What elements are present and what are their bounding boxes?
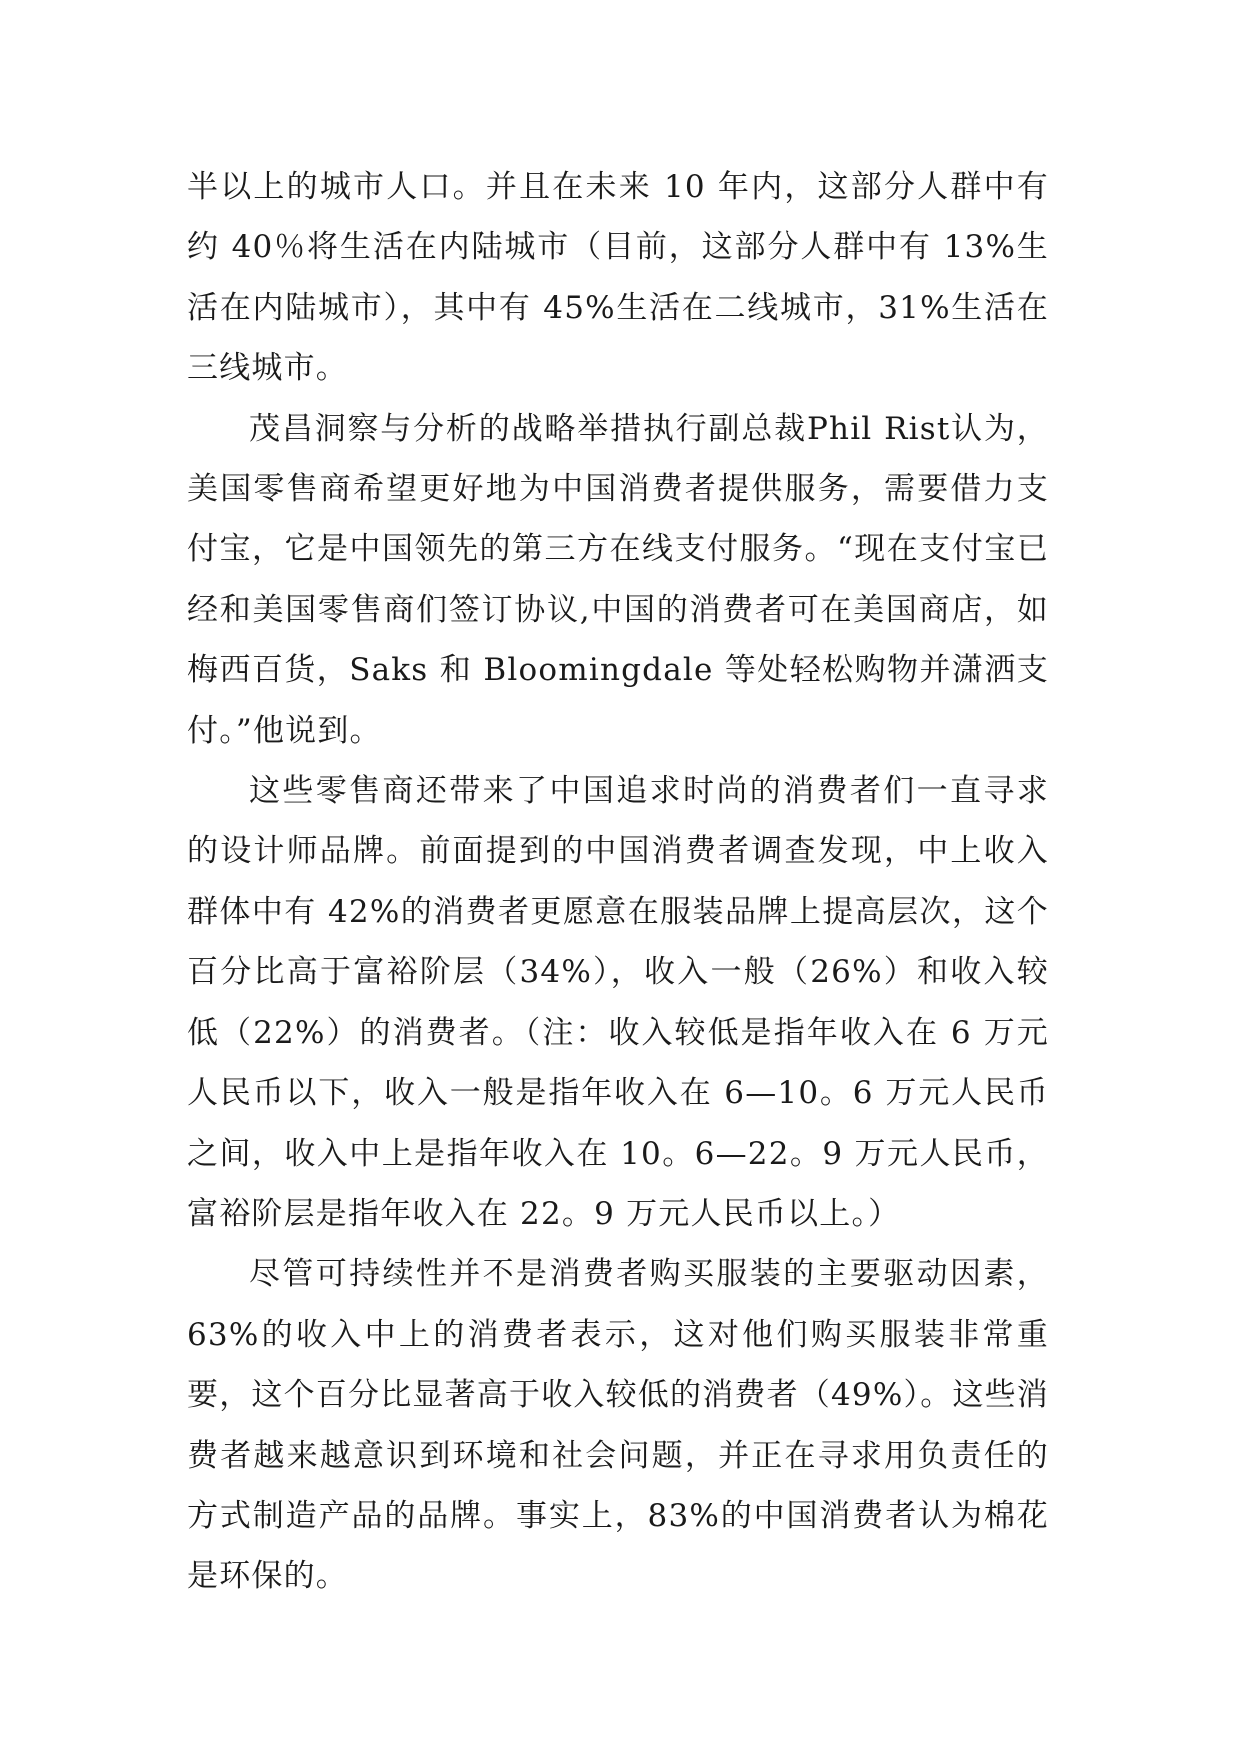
paragraph-4: 尽管可持续性并不是消费者购买服装的主要驱动因素，63%的收入中上的消费者表示，这对他们购买服装非常重要，这个百分比显著高于收入较低的消费者（49%）。这些消费者越来越意识到环境和社会问题，并正在寻求用负责任的方式制造产品的品牌。事实上，83%的中国消费者认为棉花是环保的。 xyxy=(187,1256,1049,1595)
paragraph-3: 这些零售商还带来了中国追求时尚的消费者们一直寻求的设计师品牌。前面提到的中国消费者调查发现，中上收入群体中有 42%的消费者更愿意在服装品牌上提高层次，这个百分比高于富裕阶层（34%），收入一般（26%）和收入较低（22%）的消费者。（注：收入较低是指年收入在 6 万元人民币以下，收入一般是指年收入在 6—10。6 万元人民币之间，收入中上是指年收入在 10。6—22。9 万元人民币，富裕阶层是指年收入在 22。9 万元人民币以上。） xyxy=(187,773,1049,1232)
body-text xyxy=(187,157,1049,1607)
paragraph-1: 半以上的城市人口。并且在未来 10 年内，这部分人群中有约 40％将生活在内陆城市（目前，这部分人群中有 13%生活在内陆城市），其中有 45%生活在二线城市，31%生活在三线城市。 xyxy=(187,169,1049,387)
paragraph-2: 茂昌洞察与分析的战略举措执行副总裁Phil Rist认为，美国零售商希望更好地为中国消费者提供服务，需要借力支付宝，它是中国领先的第三方在线支付服务。“现在支付宝已经和美国零售商们签订协议,中国的消费者可在美国商店，如梅西百货，Saks 和 Bloomingdale 等处轻松购物并潇洒支付。”他说到。 xyxy=(187,410,1049,749)
